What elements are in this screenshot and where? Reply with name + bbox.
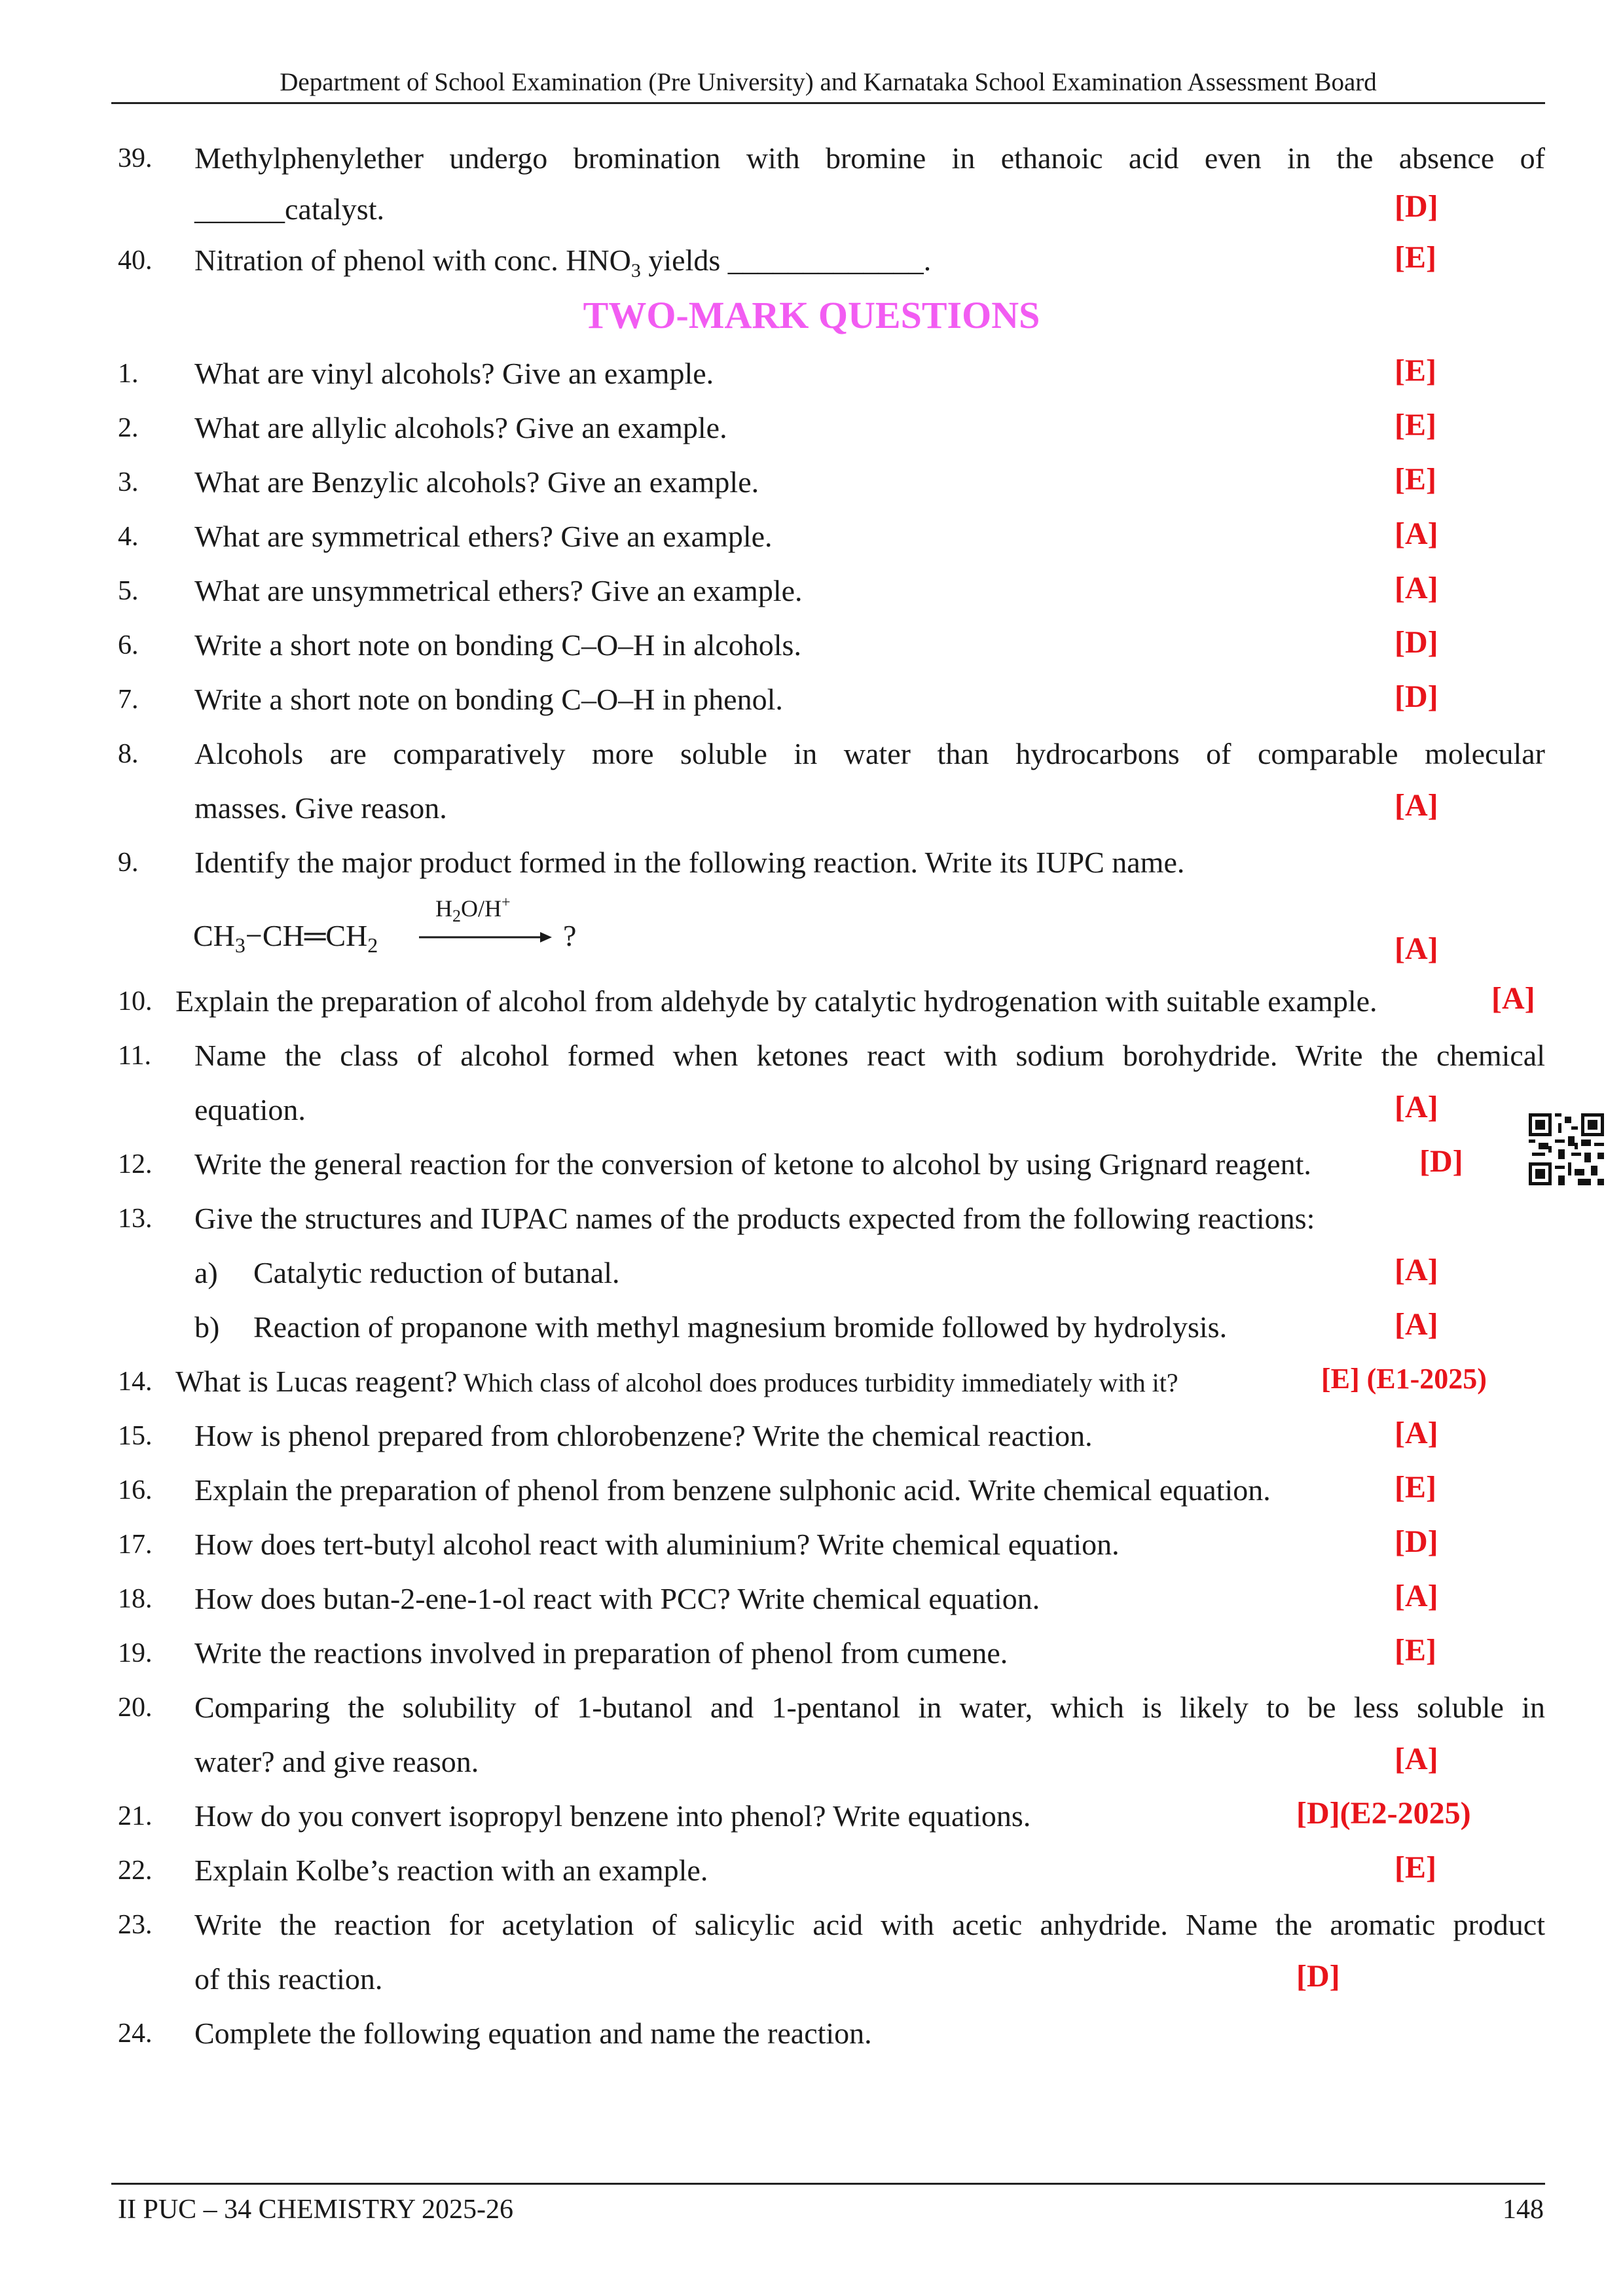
question-number: 16. (118, 1475, 153, 1505)
question-number: 13. (118, 1204, 153, 1234)
question-number: 39. (118, 143, 153, 173)
question-text: Write the reaction for acetylation of salicylic acid with acetic anhydride. Name the aromatic product (194, 1908, 1545, 1941)
sub-label: b) (194, 1310, 220, 1344)
question-number: 18. (118, 1584, 153, 1614)
question-text: Explain Kolbe’s reaction with an example. (194, 1854, 708, 1887)
question-text: What is Lucas reagent? Which class of alcohol does produces turbidity immediately with it? (175, 1365, 1178, 1398)
question-number: 14. (118, 1367, 153, 1397)
question-number: 40. (118, 245, 153, 276)
difficulty-mark: [A] (1395, 1253, 1438, 1287)
question-text: Write a short note on bonding C–O–H in alcohols. (194, 628, 801, 662)
reagent-label: $H_2O/H^+$ (435, 894, 511, 925)
question-number: 9. (118, 848, 139, 878)
question-text: Identify the major product formed in the following reaction. Write its IUPC name. (194, 846, 1185, 879)
question-number: 23. (118, 1910, 153, 1940)
question-number: 3. (118, 467, 139, 497)
question-number: 2. (118, 413, 139, 443)
header-rule (111, 102, 1545, 104)
difficulty-mark: [D] (1395, 679, 1438, 714)
question-number: 1. (118, 359, 139, 389)
question-text: Explain the preparation of phenol from benzene sulphonic acid. Write chemical equation. (194, 1473, 1271, 1507)
question-text: Alcohols are comparatively more soluble in water than hydrocarbons of comparable molecular (194, 737, 1545, 770)
product-unknown: ? (563, 919, 577, 952)
question-text: How do you convert isopropyl benzene into phenol? Write equations. (194, 1799, 1031, 1833)
question-number: 12. (118, 1149, 153, 1179)
footer-course: II PUC – 34 CHEMISTRY 2025-26 (118, 2195, 513, 2225)
question-text: Write a short note on bonding C–O–H in phenol. (194, 683, 783, 716)
sub-label: a) (194, 1256, 218, 1289)
difficulty-mark: [E] (1395, 408, 1436, 442)
question-text: What are allylic alcohols? Give an example. (194, 411, 727, 444)
question-text: What are unsymmetrical ethers? Give an example. (194, 574, 803, 607)
question-number: 17. (118, 1530, 153, 1560)
difficulty-mark: [D](E2-2025) (1296, 1796, 1471, 1831)
question-number: 21. (118, 1801, 153, 1831)
sub-question-text: Catalytic reduction of butanal. (253, 1256, 620, 1289)
reaction-equation-svg (193, 890, 612, 962)
difficulty-mark: [D] (1419, 1144, 1463, 1179)
difficulty-mark: [D] (1395, 625, 1438, 660)
difficulty-mark: [A] (1395, 788, 1438, 823)
question-text: Name the class of alcohol formed when ketones react with sodium borohydride. Write the chemical (194, 1039, 1545, 1072)
difficulty-mark: [E] (1395, 240, 1436, 275)
difficulty-mark: [E] (1395, 462, 1436, 497)
question-text: Write the general reaction for the conversion of ketone to alcohol by using Grignard reagent. (194, 1147, 1311, 1181)
difficulty-mark: [A] (1395, 516, 1438, 551)
difficulty-mark: [D] (1395, 1524, 1438, 1559)
section-heading: TWO-MARK QUESTIONS (583, 294, 1040, 336)
question-text: Complete the following equation and name the reaction. (194, 2017, 872, 2050)
question-text: ______catalyst. (194, 192, 384, 226)
question-text: water? and give reason. (194, 1745, 479, 1778)
difficulty-mark: [E] (E1-2025) (1321, 1363, 1487, 1395)
page-header: Department of School Examination (Pre University) and Karnataka School Examination Assessment Board (280, 68, 1377, 96)
difficulty-mark: [E] (1395, 1633, 1436, 1668)
difficulty-mark: [A] (1395, 1416, 1438, 1450)
difficulty-mark: [A] (1395, 1090, 1438, 1124)
difficulty-mark: [E] (1395, 1470, 1436, 1505)
question-number: 5. (118, 576, 139, 606)
difficulty-mark: [E] (1395, 353, 1436, 388)
question-number: 10. (118, 986, 153, 1016)
question-number: 19. (118, 1638, 153, 1668)
difficulty-mark: [D] (1296, 1959, 1340, 1994)
question-number: 20. (118, 1693, 153, 1723)
difficulty-mark: [A] (1395, 571, 1438, 605)
question-number: 7. (118, 685, 139, 715)
question-text: Comparing the solubility of 1-butanol and 1-pentanol in water, which is likely to be less soluble in (194, 1691, 1545, 1724)
question-text: Nitration of phenol with conc. $HNO_3$ yields _____________. (194, 243, 932, 282)
question-text: equation. (194, 1093, 306, 1126)
reactant-formula: $CH_3-CH═CH_2$ (193, 919, 378, 957)
question-text: What are vinyl alcohols? Give an example. (194, 357, 714, 390)
question-number: 6. (118, 630, 139, 660)
footer-rule (111, 2183, 1545, 2185)
question-number: 8. (118, 739, 139, 769)
reaction-arrow-head (540, 932, 552, 942)
question-text: What are symmetrical ethers? Give an example. (194, 520, 773, 553)
difficulty-mark: [D] (1395, 189, 1438, 224)
difficulty-mark: [A] (1395, 1742, 1438, 1776)
difficulty-mark: [A] (1395, 1579, 1438, 1613)
question-text: Give the structures and IUPAC names of the products expected from the following reactions: (194, 1202, 1315, 1235)
question-text: masses. Give reason. (194, 791, 447, 825)
question-text: Methylphenylether undergo bromination with bromine in ethanoic acid even in the absence of (194, 141, 1545, 175)
difficulty-mark: [A] (1395, 931, 1438, 966)
difficulty-mark: [A] (1395, 1307, 1438, 1342)
question-number: 4. (118, 522, 139, 552)
question-text: of this reaction. (194, 1962, 383, 1996)
question-number: 24. (118, 2018, 153, 2049)
question-number: 22. (118, 1856, 153, 1886)
question-text: Write the reactions involved in preparation of phenol from cumene. (194, 1636, 1008, 1670)
question-text: What are Benzylic alcohols? Give an example. (194, 465, 759, 499)
question-text: Explain the preparation of alcohol from aldehyde by catalytic hydrogenation with suitable example. (175, 984, 1377, 1018)
question-text: How does butan-2-ene-1-ol react with PCC? Write chemical equation. (194, 1582, 1040, 1615)
difficulty-mark: [E] (1395, 1850, 1436, 1885)
reaction-equation (193, 890, 612, 962)
sub-question-text: Reaction of propanone with methyl magnesium bromide followed by hydrolysis. (253, 1310, 1228, 1344)
question-text: How does tert-butyl alcohol react with aluminium? Write chemical equation. (194, 1528, 1120, 1561)
question-number: 11. (118, 1041, 151, 1071)
difficulty-mark: [A] (1491, 981, 1535, 1016)
question-text: How is phenol prepared from chlorobenzene? Write the chemical reaction. (194, 1419, 1093, 1452)
page-number: 148 (1503, 2195, 1544, 2225)
question-number: 15. (118, 1421, 153, 1451)
